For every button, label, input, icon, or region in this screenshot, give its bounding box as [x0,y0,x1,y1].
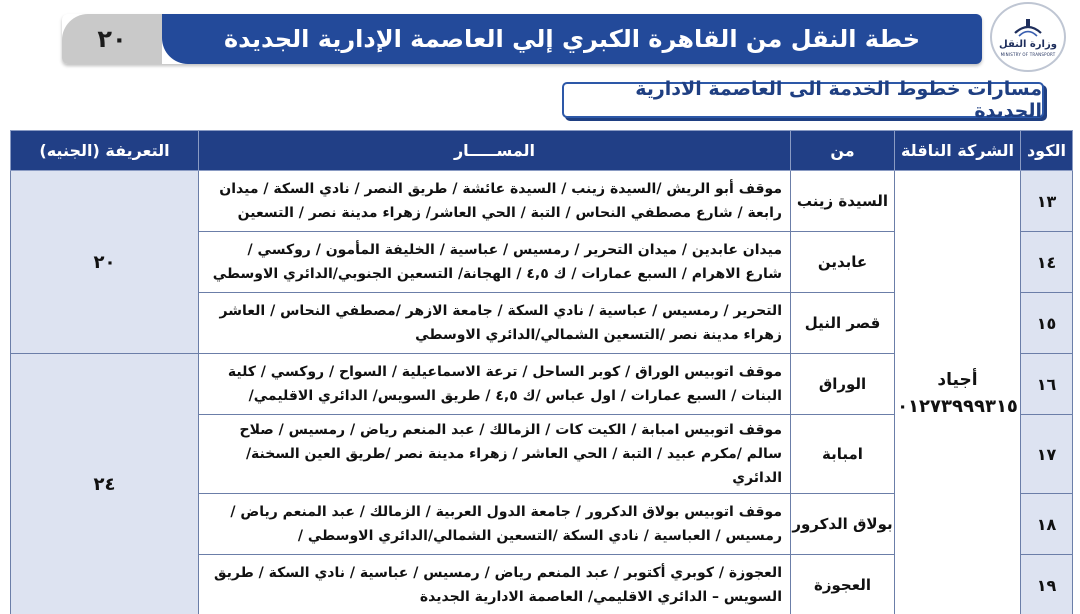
header-code: الكود [1021,131,1073,171]
row-code: ١٧ [1021,415,1073,494]
row-from: السيدة زينب [791,171,895,232]
table-header-row [11,131,1073,171]
row-code: ١٦ [1021,354,1073,415]
row-route: التحرير / رمسيس / عباسية / نادي السكة / جامعة الازهر /مصطفي النحاس / العاشر زهراء مدينة نصر /التسعين الشمالي/الدائري الاوسطي [199,293,791,354]
page-number: ٢٠ [62,14,162,64]
header-fare: التعريفة (الجنيه) [11,131,199,171]
row-route: موقف اتوبيس بولاق الدكرور / جامعة الدول العربية / الزمالك / عبد المنعم رياض / رمسيس / العباسية / نادي السكة /التسعين الشمالي/الدائري الاوسطي / [199,494,791,555]
row-from: بولاق الدكرور [791,494,895,555]
row-route: العجوزة / كوبري أكتوبر / عبد المنعم رياض / رمسيس / عباسية / نادي السكة / طريق السويس – الدائري الاقليمي/ العاصمة الادارية الجديدة [199,555,791,614]
row-from: الوراق [791,354,895,415]
row-code: ١٩ [1021,555,1073,614]
company-name: أجياد [937,369,978,390]
logo-text: وزارة النقل [999,39,1057,50]
row-route: موقف اتوبيس الوراق / كوبر الساحل / ترعة الاسماعيلية / السواح / روكسي / كلية البنات / السبع عمارات / اول عباس /ك ٤,٥ / طريق السويس/ الدائري الاقليمي/ [199,354,791,415]
table-row [11,171,1073,232]
routes-table [10,130,1073,614]
ministry-logo-icon [1013,17,1043,39]
row-from: العجوزة [791,555,895,614]
section-subtitle: مسارات خطوط الخدمة الى العاصمة الادارية الجديدة [562,82,1044,118]
header-banner [62,14,982,64]
page-title: خطة النقل من القاهرة الكبري إلي العاصمة الإدارية الجديدة [162,14,982,64]
row-code: ١٨ [1021,494,1073,555]
row-route: موقف أبو الريش /السيدة زينب / السيدة عائشة / طريق النصر / نادي السكة / ميدان رابعة / شارع مصطفي النحاس / التبة / الحي العاشر/ زهراء مدينة نصر / التسعين [199,171,791,232]
header-route: المســـــار [199,131,791,171]
logo-subtext: MINISTRY OF TRANSPORT [1000,52,1056,57]
company-phone: ٠١٢٧٣٩٩٩٣١٥ [897,395,1018,417]
fare-group-2: ٢٤ [11,354,199,614]
company-cell [895,171,1021,614]
row-route: ميدان عابدين / ميدان التحرير / رمسيس / عباسية / الخليفة المأمون / روكسي / شارع الاهرام / السبع عمارات / ك ٤,٥ / الهجانة/ التسعين الجنوبي/الدائري الاوسطي [199,232,791,293]
header-company: الشركة الناقلة [895,131,1021,171]
header-from: من [791,131,895,171]
row-route: موقف اتوبيس امبابة / الكيت كات / الزمالك / عبد المنعم رياض / رمسيس / صلاح سالم /مكرم عبيد / التبة / الحي العاشر / زهراء مدينة نصر /طريق العين السخنة/الدائري [199,415,791,494]
row-code: ١٣ [1021,171,1073,232]
row-from: قصر النيل [791,293,895,354]
row-from: عابدين [791,232,895,293]
row-code: ١٤ [1021,232,1073,293]
fare-group-1: ٢٠ [11,171,199,354]
ministry-logo [990,2,1066,72]
row-from: امبابة [791,415,895,494]
row-code: ١٥ [1021,293,1073,354]
